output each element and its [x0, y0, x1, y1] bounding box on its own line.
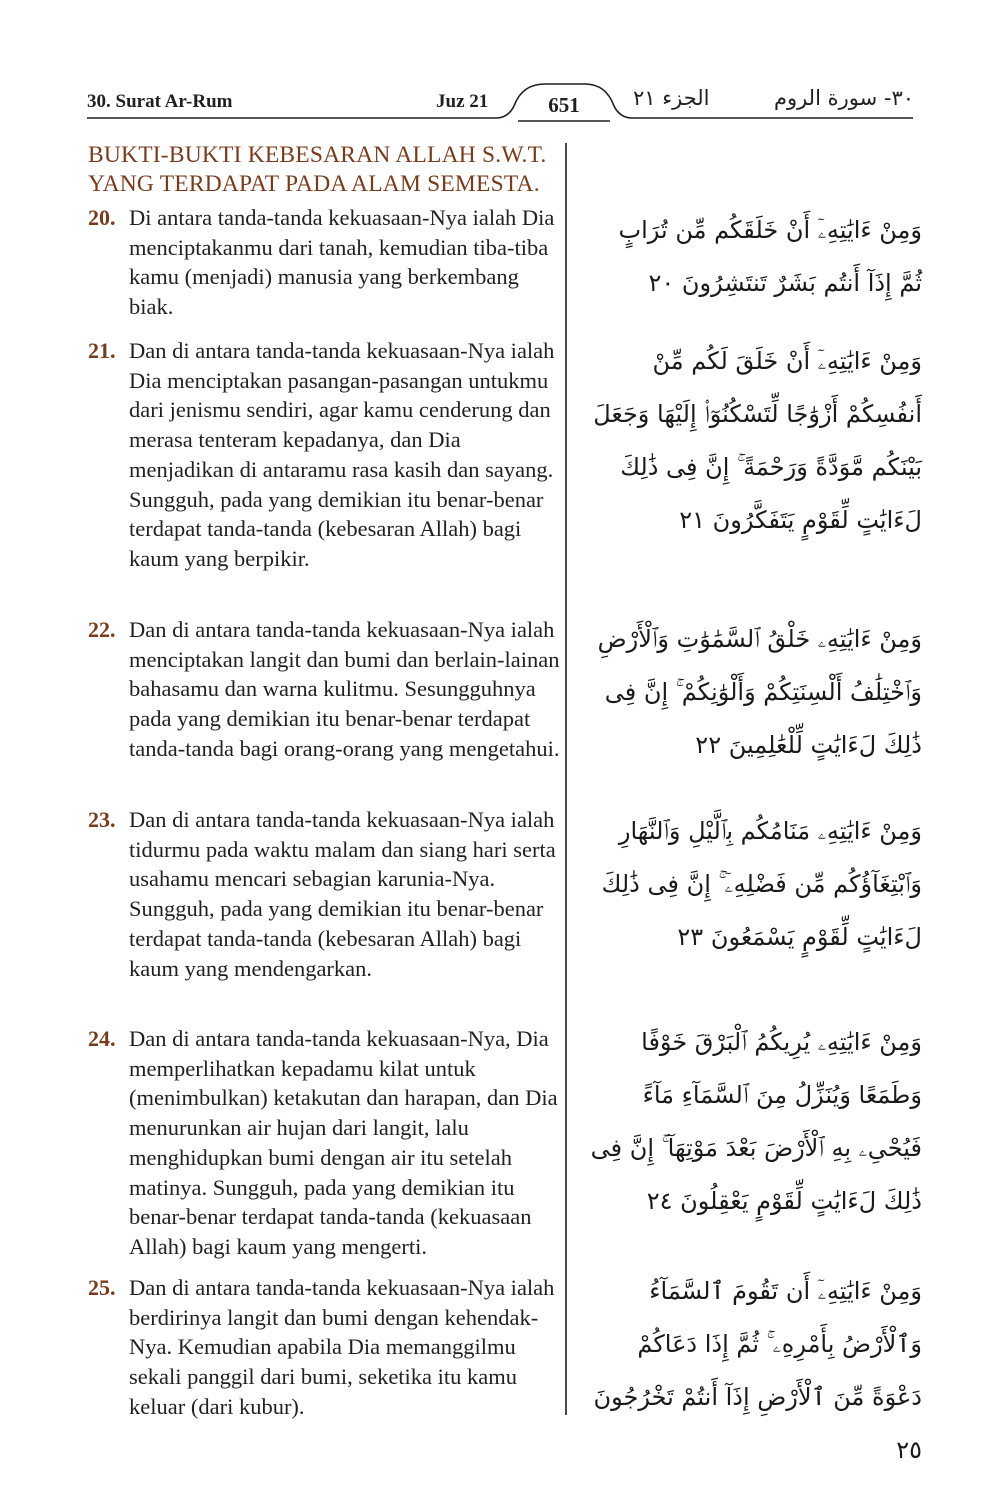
verse-24-arabic: وَمِنْ ءَايَٰتِهِۦ يُرِيكُمُ ٱلْبَرْقَ خَوْفًا وَطَمَعًا وَيُنَزِّلُ مِنَ ٱلسَّمَآءِ مَآءً فَيُحْىِۦ بِهِ ٱلْأَرْضَ بَعْدَ مَوْتِهَآ ۚ إِنَّ فِى ذَٰلِكَ لَءَايَٰتٍ لِّقَوْمٍ يَعْقِلُونَ ٢٤	[590, 1028, 922, 1215]
verse-number: 21.	[88, 338, 116, 363]
surah-label: 30. Surat Ar-Rum	[87, 91, 233, 112]
page-number: 651	[548, 93, 580, 117]
verse-21-arabic: وَمِنْ ءَايَٰتِهِۦٓ أَنْ خَلَقَ لَكُم مِّنْ أَنفُسِكُمْ أَزْوَٰجًا لِّتَسْكُنُوٓا۟ إِلَيْهَا وَجَعَلَ بَيْنَكُم مَّوَدَّةً وَرَحْمَةً ۚ إِنَّ فِى ذَٰلِكَ لَءَايَٰتٍ لِّقَوْمٍ يَتَفَكَّرُونَ ٢١	[593, 347, 922, 534]
verse-translation: Dan di antara tanda-tanda kekuasaan-Nya ialah berdirinya langit dan bumi dengan kehendak-Nya. Kemudian apabila Dia memanggilmu sekali panggil dari bumi, seketika itu kamu keluar (dari kubur).	[129, 1275, 555, 1419]
verse-number: 22.	[88, 617, 116, 642]
verse-translation: Dan di antara tanda-tanda kekuasaan-Nya ialah menciptakan langit dan bumi dan berlain-lainan bahasamu dan warna kulitmu. Sesungguhnya pada yang demikian itu benar-benar terdapat tanda-tanda bagi orang-orang yang mengetahui.	[129, 617, 560, 761]
verse-translation: Di antara tanda-tanda kekuasaan-Nya ialah Dia menciptakanmu dari tanah, kemudian tiba-tiba kamu (menjadi) manusia yang berkembang biak.	[129, 205, 555, 320]
verse-translation: Dan di antara tanda-tanda kekuasaan-Nya ialah tidurmu pada waktu malam dan siang hari serta usahamu mencari sebagian karunia-Nya. Sungguh, pada yang demikian itu benar-benar terdapat tanda-tanda (kebesaran Allah) bagi kaum yang mendengarkan.	[129, 807, 556, 981]
verse-number: 24.	[88, 1026, 116, 1051]
juz-label: Juz 21	[436, 91, 489, 112]
verse-number: 25.	[88, 1275, 116, 1300]
verse-translation: Dan di antara tanda-tanda kekuasaan-Nya ialah Dia menciptakan pasangan-pasangan untukmu dari jenismu sendiri, agar kamu cenderung dan merasa tenteram kepadanya, dan Dia menjadikan di antaramu rasa kasih dan sayang. Sungguh, pada yang demikian itu benar-benar terdapat tanda-tanda (kebesaran Allah) bagi kaum yang berpikir.	[129, 338, 555, 571]
verse-number: 23.	[88, 807, 116, 832]
verse-translation: Dan di antara tanda-tanda kekuasaan-Nya, Dia memperlihatkan kepadamu kilat untuk (menimbulkan) ketakutan dan harapan, dan Dia menurunkan air hujan dari langit, lalu menghidupkan bumi dengan air itu setelah matinya. Sungguh, pada yang demikian itu benar-benar terdapat tanda-tanda (kekuasaan Allah) bagi kaum yang mengerti.	[129, 1026, 558, 1259]
verse-number: 20.	[88, 205, 116, 230]
verse-20-arabic: وَمِنْ ءَايَٰتِهِۦٓ أَنْ خَلَقَكُم مِّن تُرَابٍ ثُمَّ إِذَآ أَنتُم بَشَرٌ تَنتَشِرُونَ ٢٠	[618, 216, 922, 297]
page-header	[0, 0, 1000, 130]
verse-23-arabic: وَمِنْ ءَايَٰتِهِۦ مَنَامُكُم بِٱلَّيْلِ وَٱلنَّهَارِ وَٱبْتِغَآؤُكُم مِّن فَضْلِهِۦٓ ۚ إِنَّ فِى ذَٰلِكَ لَءَايَٰتٍ لِّقَوْمٍ يَسْمَعُونَ ٢٣	[601, 817, 922, 951]
section-heading: BUKTI-BUKTI KEBESARAN ALLAH S.W.T. YANG TERDAPAT PADA ALAM SEMESTA.	[88, 142, 547, 197]
verse-25-arabic: وَمِنْ ءَايَٰتِهِۦٓ أَن تَقُومَ ٱلسَّمَآءُ وَٱلْأَرْضُ بِأَمْرِهِۦ ۚ ثُمَّ إِذَا دَعَاكُمْ دَعْوَةً مِّنَ ٱلْأَرْضِ إِذَآ أَنتُمْ تَخْرُجُونَ ٢٥	[593, 1277, 922, 1464]
surah-arabic-label: ٣٠- سورة الروم	[773, 86, 914, 110]
verse-22-arabic: وَمِنْ ءَايَٰتِهِۦ خَلْقُ ٱلسَّمَٰوَٰتِ وَٱلْأَرْضِ وَٱخْتِلَٰفُ أَلْسِنَتِكُمْ وَأَلْوَٰنِكُمْ ۚ إِنَّ فِى ذَٰلِكَ لَءَايَٰتٍ لِّلْعَٰلِمِينَ ٢٢	[597, 625, 922, 759]
column-divider	[565, 143, 567, 1415]
juz-arabic-label: الجزء ٢١	[633, 86, 710, 110]
